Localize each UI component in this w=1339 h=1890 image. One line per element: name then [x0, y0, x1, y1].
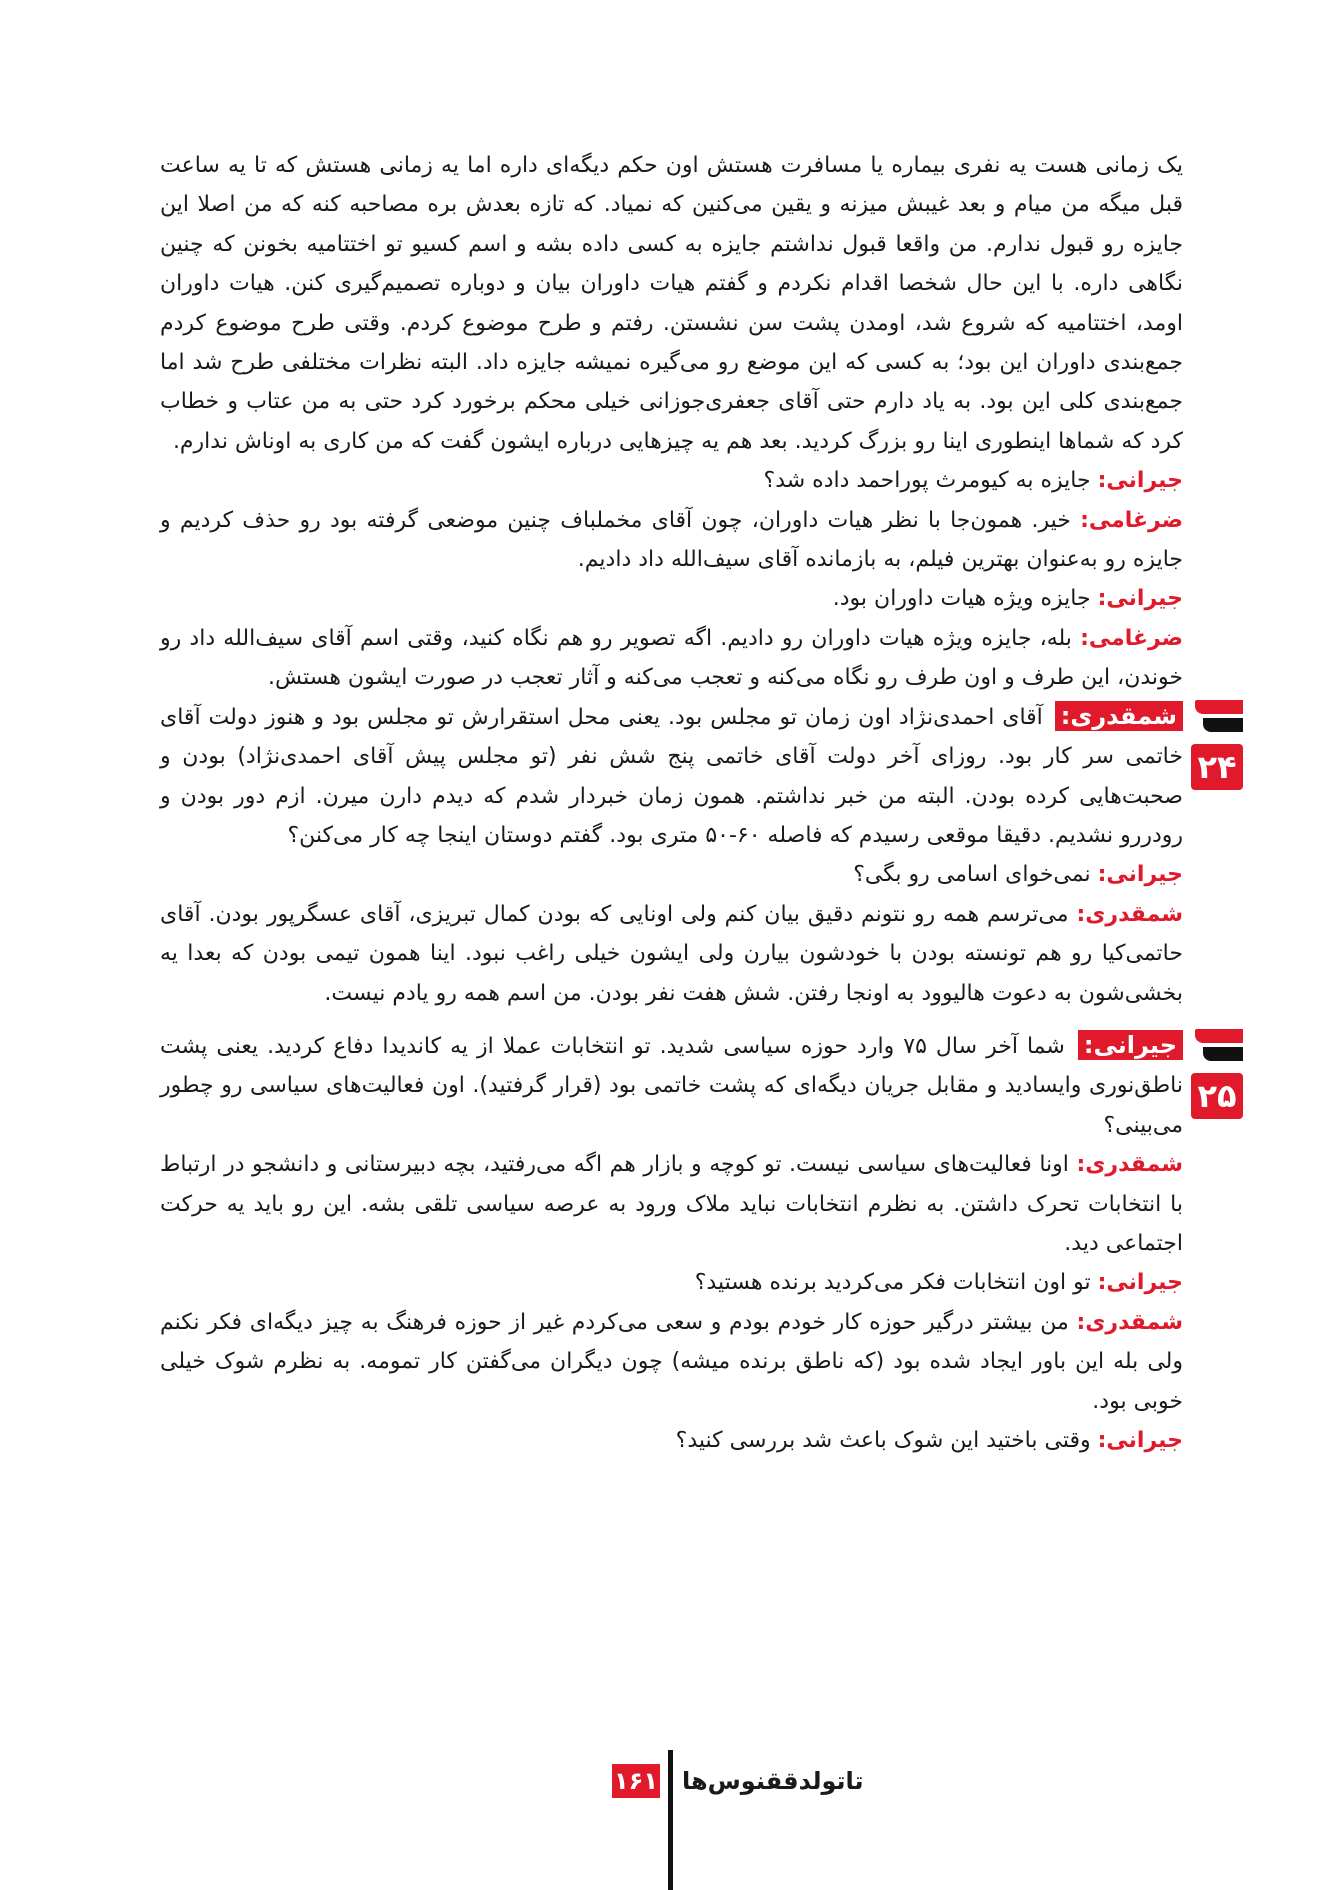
speaker-label: ضرغامی:	[1080, 507, 1183, 533]
question-paragraph	[160, 1027, 1183, 1145]
dialogue-line	[160, 461, 1183, 500]
dialogue-text: وقتی باختید این شوک باعث شد بررسی کنید؟	[675, 1428, 1091, 1453]
dialogue-text: اونا فعالیت‌های سیاسی نیست. تو کوچه و بازار هم اگه می‌رفتید، بچه دبیرستانی و دانشجو در ارتباط با انتخابات تحرک داشتن. به نظرم انتخابات نباید ملاک ورود به عرصه سیاسی تلقی بشه. این رو باید یه حرکت اجتماعی دید.	[160, 1152, 1183, 1256]
speaker-label: ضرغامی:	[1080, 625, 1184, 651]
paragraph-opening: یک زمانی هست یه نفری بیماره یا مسافرت هستش اون حکم دیگه‌ای داره اما یه زمانی هستش که تا یه ساعت قبل میگه من میام و بعد غیبش میزنه و یقین می‌کنین که نمیاد. که تازه بعدش بره مصاحبه کنه که من اصلا این جایزه رو قبول ندارم. من واقعا قبول نداشتم جایزه به کسی داده بشه و اسم کسیو تو اختتامیه بخونن که چنین نگاهی داره. با این حال شخصا اقدام نکردم و گفتم هیات داوران بیان و دوباره تصمیم‌گیری کنن. هیات داوران اومد، اختتامیه که شروع شد، اومدن پشت سن نشستن. رفتم و طرح موضوع کردم. وقتی طرح موضوع کردم جمع‌بندی داوران این بود؛ به کسی که این موضع رو می‌گیره نمیشه جایزه داد. البته نظرات مختلفی طرح شد اما جمع‌بندی کلی این بود. به یاد دارم حتی آقای جعفری‌جوزانی خیلی محکم برخورد کرد حتی به من عتاب و خطاب کرد که شماها اینطوری اینا رو بزرگ کردید. بعد هم یه چیزهایی درباره ایشون گفت که من کاری به اوناش ندارم.	[160, 153, 1183, 454]
speaker-label: شمقدری:	[1076, 901, 1183, 927]
speaker-label: جیرانی:	[1097, 1270, 1183, 1296]
quote-mark-icon	[1195, 700, 1243, 740]
dialogue-line	[160, 619, 1183, 698]
footer-divider	[668, 1750, 673, 1890]
dialogue-line	[160, 501, 1183, 580]
question-number: ۲۵	[1191, 1073, 1243, 1119]
section-gap	[160, 1013, 1183, 1027]
dialogue-text: جایزه ویژه هیات داوران بود.	[832, 586, 1091, 612]
dialogue-text: تو اون انتخابات فکر می‌کردید برنده هستید؟	[694, 1270, 1091, 1296]
speaker-label: شمقدری:	[1076, 1152, 1184, 1178]
question-paragraph	[160, 698, 1183, 856]
dialogue-text: می‌ترسم همه رو نتونم دقیق بیان کنم ولی اونایی که بودن کمال تبریزی، آقای عسگرپور بودن. آقای حاتمی‌کیا رو هم تونسته بودن با خودشون بیارن ولی ایشون خیلی راغب نبود. اینا همون تیمی بودن که بعدا یه بخشی‌شون به دعوت هالیوود به اونجا رفتن. شش هفت نفر بودن. من اسم همه رو یادم نیست.	[160, 901, 1183, 1006]
question-text: شما آخر سال ۷۵ وارد حوزه سیاسی شدید. تو انتخابات عملا از یه کاندیدا دفاع کردید. یعنی پشت ناطق‌نوری وایسادید و مقابل جریان دیگه‌ای که پشت خاتمی بود (قرار گرفتید). اون فعالیت‌های سیاسی رو چطور می‌بینی؟	[160, 1033, 1183, 1138]
main-text-block	[160, 146, 1183, 1460]
dialogue-text: بله، جایزه ویژه هیات داوران رو دادیم. اگه تصویر رو هم نگاه کنید، وقتی اسم آقای سیف‌الله داد رو خوندن، این طرف و اون طرف رو نگاه می‌کنه و تعجب می‌کنه و آثار تعجب در صورت ایشون هستش.	[160, 625, 1183, 691]
quote-mark-icon	[1195, 1029, 1243, 1069]
dialogue-line	[160, 895, 1183, 1013]
speaker-label: جیرانی:	[1097, 862, 1183, 888]
question-block-25	[160, 1027, 1183, 1145]
question-number-badge	[1195, 700, 1243, 790]
speaker-label: شمقدری:	[1076, 1309, 1183, 1335]
dialogue-text: نمی‌خوای اسامی رو بگی؟	[853, 862, 1091, 888]
page-number: ۱۶۱	[612, 1764, 660, 1798]
speaker-tag: شمقدری:	[1055, 701, 1183, 731]
dialogue-line	[160, 855, 1183, 894]
speaker-label: جیرانی:	[1097, 468, 1183, 494]
speaker-tag: جیرانی:	[1078, 1030, 1183, 1060]
question-number: ۲۴	[1191, 744, 1243, 790]
dialogue-line	[160, 1263, 1183, 1302]
question-number-badge	[1195, 1029, 1243, 1119]
page-footer	[0, 1750, 1339, 1890]
speaker-label: جیرانی:	[1097, 1428, 1183, 1453]
dialogue-text: جایزه به کیومرث پوراحمد داده شد؟	[763, 468, 1091, 494]
speaker-label: جیرانی:	[1097, 586, 1183, 612]
question-block-24	[160, 698, 1183, 856]
dialogue-line	[160, 1303, 1183, 1421]
dialogue-line	[160, 1145, 1183, 1263]
dialogue-text: خیر. همون‌جا با نظر هیات داوران، چون آقای مخملباف چنین موضعی گرفته بود رو حذف کردیم و جایزه رو به‌عنوان بهترین فیلم، به بازمانده آقای سیف‌الله داد دادیم.	[160, 507, 1183, 573]
dialogue-text: من بیشتر درگیر حوزه کار خودم بودم و سعی می‌کردم غیر از حوزه فرهنگ به چیز دیگه‌ای فکر نکنم ولی بله این باور ایجاد شده بود (که ناطق برنده میشه) چون دیگران می‌گفتن کار تمومه. به نظرم شوک خیلی خوبی بود.	[160, 1309, 1183, 1414]
dialogue-line	[160, 1421, 1183, 1460]
question-text: آقای احمدی‌نژاد اون زمان تو مجلس بود. یعنی محل استقرارش تو مجلس بود و هنوز دولت آقای خاتمی سر کار بود. روزای آخر دولت آقای خاتمی پنج شش نفر (تو مجلس پیش آقای احمدی‌نژاد) بودن و صحبت‌هایی کرده بودن. البته من خبر نداشتم. همون زمان خبردار شدم که دیدم دارن میرن. ازم دور بودن و رودررو نشدیم. دقیقا موقعی رسیدم که فاصله ۶۰-۵۰ متری بود. گفتم دوستان اینجا چه کار می‌کنن؟	[160, 704, 1183, 848]
dialogue-line	[160, 579, 1183, 618]
running-title: تاتولدققنوس‌ها	[682, 1767, 864, 1795]
